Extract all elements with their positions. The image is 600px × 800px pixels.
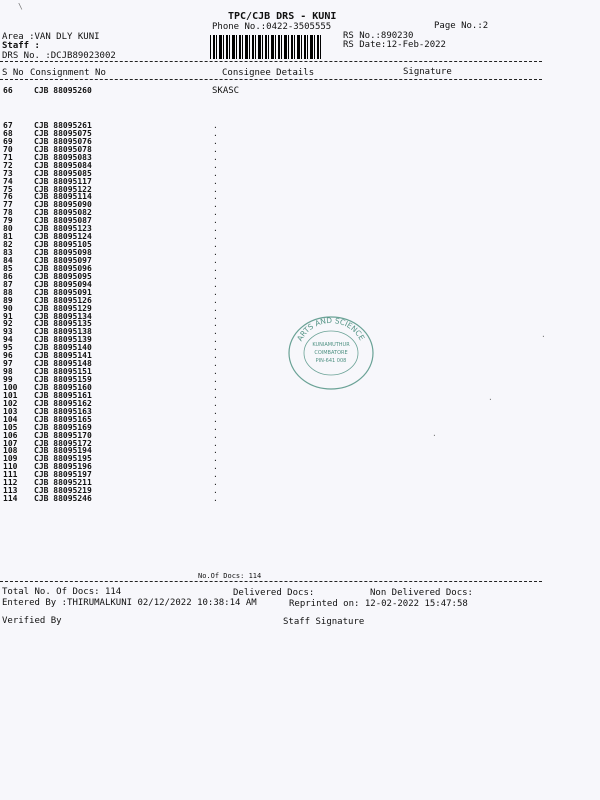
row-sno: 108 (3, 446, 18, 456)
column-header-signature: Signature (403, 67, 452, 77)
row-consignee-marker: . (213, 319, 218, 329)
row-consignee-marker: . (213, 438, 218, 448)
row-consignment-no: CJB 88095098 (34, 248, 92, 257)
row-consignee-marker: . (213, 406, 218, 416)
row-consignee-marker: . (213, 232, 218, 242)
row-consignment-no: CJB 88095091 (34, 287, 92, 297)
row-consignee-marker: . (213, 390, 218, 400)
row-consignment-no: CJB 88095126 (34, 295, 92, 305)
row-sno: 114 (3, 494, 18, 504)
row-consignment-no: CJB 88095160 (34, 382, 92, 392)
row-consignee-marker: . (213, 343, 218, 353)
rs-number: RS No.:890230 (343, 31, 414, 41)
staff-signature: Staff Signature (283, 617, 365, 627)
row-consignee-marker: . (213, 176, 218, 186)
row-sno: 86 (3, 271, 13, 281)
row-consignee-marker: . (213, 279, 218, 289)
row-consignment-no: CJB 88095124 (34, 232, 92, 242)
scan-mark: . (488, 393, 493, 402)
row-consignee-marker: . (213, 430, 218, 440)
row-consignee-marker: . (213, 486, 218, 496)
row-consignment-no: CJB 88095096 (34, 263, 92, 273)
row-consignee-marker: . (213, 470, 218, 480)
first-row-sno: 66 (3, 86, 13, 95)
row-consignee-marker: . (213, 240, 218, 250)
stamp-line-1: KUNIAMUTHUR (312, 342, 350, 348)
row-sno: 96 (3, 351, 13, 361)
row-consignee-marker: . (213, 144, 218, 154)
column-header-sno: S No (2, 68, 24, 78)
column-header-consignee: Consignee Details (222, 68, 315, 78)
row-consignee-marker: . (213, 128, 218, 138)
row-sno: 70 (3, 144, 13, 154)
row-sno: 72 (3, 160, 13, 170)
row-consignee-marker: . (213, 263, 218, 273)
row-sno: 84 (3, 255, 13, 265)
column-header-consignment: Consignment No (30, 68, 106, 78)
row-sno: 105 (3, 422, 18, 432)
row-consignment-no: CJB 88095161 (34, 390, 92, 400)
docs-subtotal: No.Of Docs: 114 (198, 572, 262, 580)
row-consignee-marker: . (213, 287, 218, 297)
row-consignment-no: CJB 88095117 (34, 176, 92, 186)
row-sno: 110 (3, 462, 18, 472)
row-consignment-no: CJB 88095141 (34, 351, 92, 361)
row-sno: 82 (3, 240, 13, 250)
row-consignment-no: CJB 88095087 (34, 216, 92, 226)
row-sno: 95 (3, 343, 13, 353)
scan-mark: . (432, 429, 437, 438)
row-consignment-no: CJB 88095211 (34, 478, 92, 488)
row-consignee-marker: . (213, 200, 218, 210)
row-sno: 92 (3, 319, 13, 329)
row-sno: 79 (3, 216, 13, 226)
row-consignment-no: CJB 88095122 (34, 184, 92, 194)
first-row-consignee: SKASC (212, 86, 240, 96)
row-consignment-no: CJB 88095151 (34, 367, 92, 377)
row-sno: 93 (3, 327, 13, 337)
institution-stamp (285, 313, 377, 391)
row-sno: 87 (3, 279, 13, 289)
row-consignee-marker: . (213, 168, 218, 178)
row-consignee-marker: . (213, 311, 218, 321)
row-consignee-marker: . (213, 152, 218, 162)
header-divider (0, 61, 542, 62)
row-consignment-no: CJB 88095159 (34, 375, 92, 384)
row-consignment-no: CJB 88095085 (34, 168, 92, 178)
row-consignment-no: CJB 88095172 (34, 438, 92, 448)
row-consignment-no: CJB 88095084 (34, 160, 92, 170)
row-sno: 101 (3, 390, 18, 400)
scan-mark: . (541, 330, 546, 339)
row-sno: 83 (3, 248, 13, 257)
row-sno: 104 (3, 414, 18, 424)
row-consignment-no: CJB 88095140 (34, 343, 92, 353)
verified-by: Verified By (2, 616, 62, 626)
row-sno: 88 (3, 287, 13, 297)
row-consignment-no: CJB 88095075 (34, 128, 92, 138)
row-consignment-no: CJB 88095083 (34, 152, 92, 162)
row-sno: 94 (3, 335, 13, 345)
stamp-ring-text: ARTS AND SCIENCE (295, 315, 367, 343)
page-number: Page No.:2 (434, 21, 489, 31)
row-consignment-no: CJB 88095105 (34, 240, 92, 250)
area-label: Area :VAN DLY KUNI (2, 32, 100, 42)
row-sno: 68 (3, 128, 13, 138)
row-sno: 74 (3, 176, 13, 186)
row-consignee-marker: . (213, 375, 218, 384)
scan-mark: \ (18, 2, 23, 11)
row-consignment-no: CJB 88095148 (34, 359, 92, 369)
row-sno: 78 (3, 208, 13, 218)
row-consignee-marker: . (213, 359, 218, 369)
row-sno: 100 (3, 382, 18, 392)
row-sno: 80 (3, 224, 13, 234)
row-sno: 111 (3, 470, 18, 480)
row-consignment-no: CJB 88095261 (34, 121, 92, 130)
row-sno: 107 (3, 438, 18, 448)
row-sno: 69 (3, 136, 13, 146)
document-title: TPC/CJB DRS - KUNI (228, 11, 337, 22)
column-divider (0, 79, 542, 80)
row-consignment-no: CJB 88095114 (34, 192, 92, 202)
row-consignment-no: CJB 88095090 (34, 200, 92, 210)
row-sno: 85 (3, 263, 13, 273)
row-consignment-no: CJB 88095129 (34, 303, 92, 313)
row-consignment-no: CJB 88095194 (34, 446, 92, 456)
row-consignee-marker: . (213, 160, 218, 170)
row-consignee-marker: . (213, 335, 218, 345)
row-consignee-marker: . (213, 446, 218, 456)
row-sno: 103 (3, 406, 18, 416)
row-sno: 109 (3, 454, 18, 464)
row-consignee-marker: . (213, 478, 218, 488)
row-consignee-marker: . (213, 184, 218, 194)
row-sno: 73 (3, 168, 13, 178)
row-sno: 89 (3, 295, 13, 305)
row-consignment-no: CJB 88095246 (34, 494, 92, 504)
row-consignment-no: CJB 88095076 (34, 136, 92, 146)
row-consignee-marker: . (213, 462, 218, 472)
row-consignee-marker: . (213, 414, 218, 424)
row-consignment-no: CJB 88095219 (34, 486, 92, 496)
row-consignment-no: CJB 88095197 (34, 470, 92, 480)
row-sno: 99 (3, 375, 13, 384)
phone-number: Phone No.:0422-3505555 (212, 22, 332, 32)
row-consignee-marker: . (213, 121, 218, 130)
row-consignment-no: CJB 88095094 (34, 279, 92, 289)
row-consignee-marker: . (213, 192, 218, 202)
delivered-docs: Delivered Docs: (233, 588, 315, 598)
row-sno: 75 (3, 184, 13, 194)
svg-text:ARTS AND SCIENCE (295, 316, 366, 343)
row-sno: 102 (3, 398, 18, 408)
row-consignee-marker: . (213, 351, 218, 361)
row-consignment-no: CJB 88095163 (34, 406, 92, 416)
total-docs: Total No. Of Docs: 114 (2, 587, 122, 597)
row-consignee-marker: . (213, 208, 218, 218)
row-sno: 67 (3, 121, 13, 130)
row-consignment-no: CJB 88095078 (34, 144, 92, 154)
drs-number: DRS No. :DCJB89023002 (2, 51, 116, 61)
row-sno: 106 (3, 430, 18, 440)
row-sno: 97 (3, 359, 13, 369)
row-consignee-marker: . (213, 367, 218, 377)
first-row-consignment: CJB 88095260 (34, 86, 92, 95)
row-sno: 76 (3, 192, 13, 202)
row-consignee-marker: . (213, 295, 218, 305)
row-consignment-no: CJB 88095196 (34, 462, 92, 472)
footer-divider (0, 581, 542, 582)
row-sno: 77 (3, 200, 13, 210)
stamp-line-2: COIMBATORE (314, 350, 348, 356)
row-consignment-no: CJB 88095082 (34, 208, 92, 218)
row-sno: 90 (3, 303, 13, 313)
row-sno: 71 (3, 152, 13, 162)
row-consignment-no: CJB 88095097 (34, 255, 92, 265)
stamp-line-3: PIN-641 008 (315, 358, 347, 364)
row-consignment-no: CJB 88095138 (34, 327, 92, 337)
row-consignee-marker: . (213, 303, 218, 313)
row-consignee-marker: . (213, 224, 218, 234)
row-consignment-no: CJB 88095135 (34, 319, 92, 329)
row-sno: 98 (3, 367, 13, 377)
row-consignment-no: CJB 88095169 (34, 422, 92, 432)
row-consignee-marker: . (213, 255, 218, 265)
row-consignee-marker: . (213, 271, 218, 281)
row-consignee-marker: . (213, 422, 218, 432)
row-sno: 91 (3, 311, 13, 321)
row-consignment-no: CJB 88095165 (34, 414, 92, 424)
row-consignee-marker: . (213, 248, 218, 257)
row-consignment-no: CJB 88095095 (34, 271, 92, 281)
row-consignment-no: CJB 88095162 (34, 398, 92, 408)
row-consignment-no: CJB 88095195 (34, 454, 92, 464)
row-sno: 113 (3, 486, 18, 496)
row-consignment-no: CJB 88095123 (34, 224, 92, 234)
entered-by: Entered By :THIRUMALKUNI 02/12/2022 10:38:14 AM (2, 598, 257, 608)
row-consignee-marker: . (213, 216, 218, 226)
row-consignee-marker: . (213, 398, 218, 408)
reprinted-on: Reprinted on: 12-02-2022 15:47:58 (289, 599, 468, 609)
row-consignment-no: CJB 88095134 (34, 311, 92, 321)
row-consignment-no: CJB 88095170 (34, 430, 92, 440)
row-consignee-marker: . (213, 382, 218, 392)
row-consignee-marker: . (213, 494, 218, 504)
row-sno: 81 (3, 232, 13, 242)
staff-label: Staff : (2, 41, 40, 51)
row-consignee-marker: . (213, 454, 218, 464)
barcode (210, 35, 322, 59)
non-delivered-docs: Non Delivered Docs: (370, 588, 473, 598)
row-consignee-marker: . (213, 327, 218, 337)
row-consignee-marker: . (213, 136, 218, 146)
row-sno: 112 (3, 478, 18, 488)
rs-date: RS Date:12-Feb-2022 (343, 40, 446, 50)
row-consignment-no: CJB 88095139 (34, 335, 92, 345)
